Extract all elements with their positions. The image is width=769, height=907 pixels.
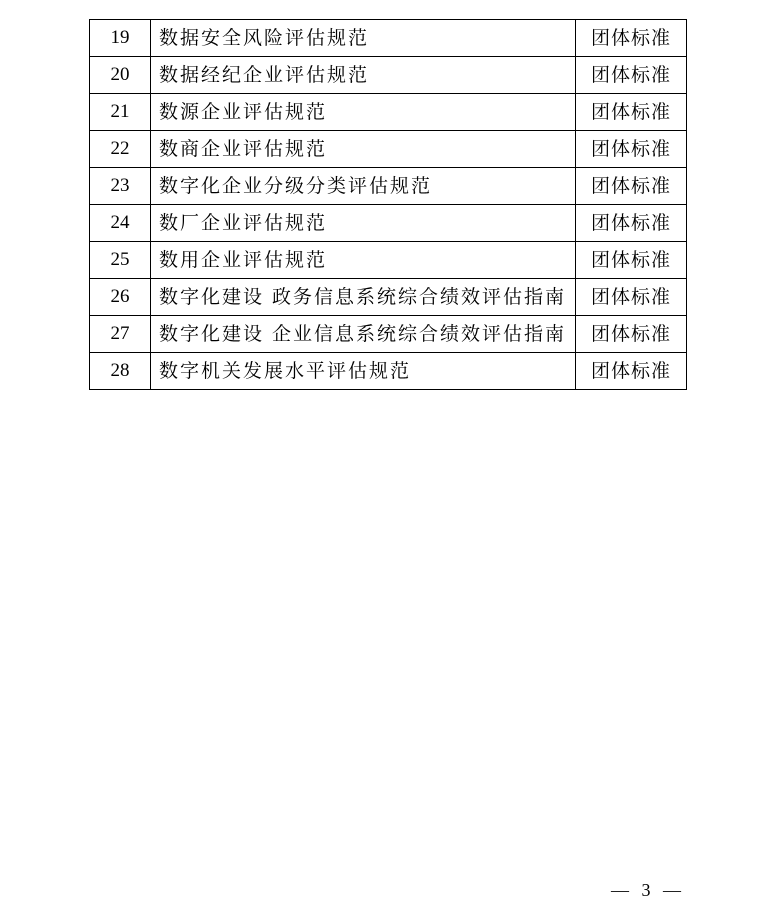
table-row xyxy=(90,131,687,168)
row-number: 22 xyxy=(90,131,151,168)
row-number: 28 xyxy=(90,353,151,390)
standard-name: 数字化建设 政务信息系统综合绩效评估指南 xyxy=(151,279,576,316)
table-row xyxy=(90,353,687,390)
standard-name: 数源企业评估规范 xyxy=(151,94,576,131)
table-row xyxy=(90,57,687,94)
standard-name: 数字机关发展水平评估规范 xyxy=(151,353,576,390)
standard-name: 数用企业评估规范 xyxy=(151,242,576,279)
row-number: 27 xyxy=(90,316,151,353)
row-number: 19 xyxy=(90,20,151,57)
row-number: 26 xyxy=(90,279,151,316)
table-row xyxy=(90,279,687,316)
standard-name: 数厂企业评估规范 xyxy=(151,205,576,242)
standard-type: 团体标准 xyxy=(576,205,687,242)
standard-name: 数字化企业分级分类评估规范 xyxy=(151,168,576,205)
standard-type: 团体标准 xyxy=(576,279,687,316)
row-number: 24 xyxy=(90,205,151,242)
row-number: 25 xyxy=(90,242,151,279)
standard-type: 团体标准 xyxy=(576,94,687,131)
standard-type: 团体标准 xyxy=(576,353,687,390)
standard-type: 团体标准 xyxy=(576,242,687,279)
standard-name: 数据经纪企业评估规范 xyxy=(151,57,576,94)
standard-type: 团体标准 xyxy=(576,20,687,57)
standard-type: 团体标准 xyxy=(576,57,687,94)
standard-name: 数商企业评估规范 xyxy=(151,131,576,168)
page-number: — 3 — xyxy=(611,880,685,900)
table-row xyxy=(90,205,687,242)
standards-table xyxy=(89,19,687,390)
table-row xyxy=(90,168,687,205)
row-number: 23 xyxy=(90,168,151,205)
table-row xyxy=(90,20,687,57)
standard-type: 团体标准 xyxy=(576,316,687,353)
standard-type: 团体标准 xyxy=(576,168,687,205)
standard-name: 数据安全风险评估规范 xyxy=(151,20,576,57)
standard-type: 团体标准 xyxy=(576,131,687,168)
table-row xyxy=(90,316,687,353)
standard-name: 数字化建设 企业信息系统综合绩效评估指南 xyxy=(151,316,576,353)
row-number: 21 xyxy=(90,94,151,131)
table-row xyxy=(90,94,687,131)
row-number: 20 xyxy=(90,57,151,94)
table-row xyxy=(90,242,687,279)
